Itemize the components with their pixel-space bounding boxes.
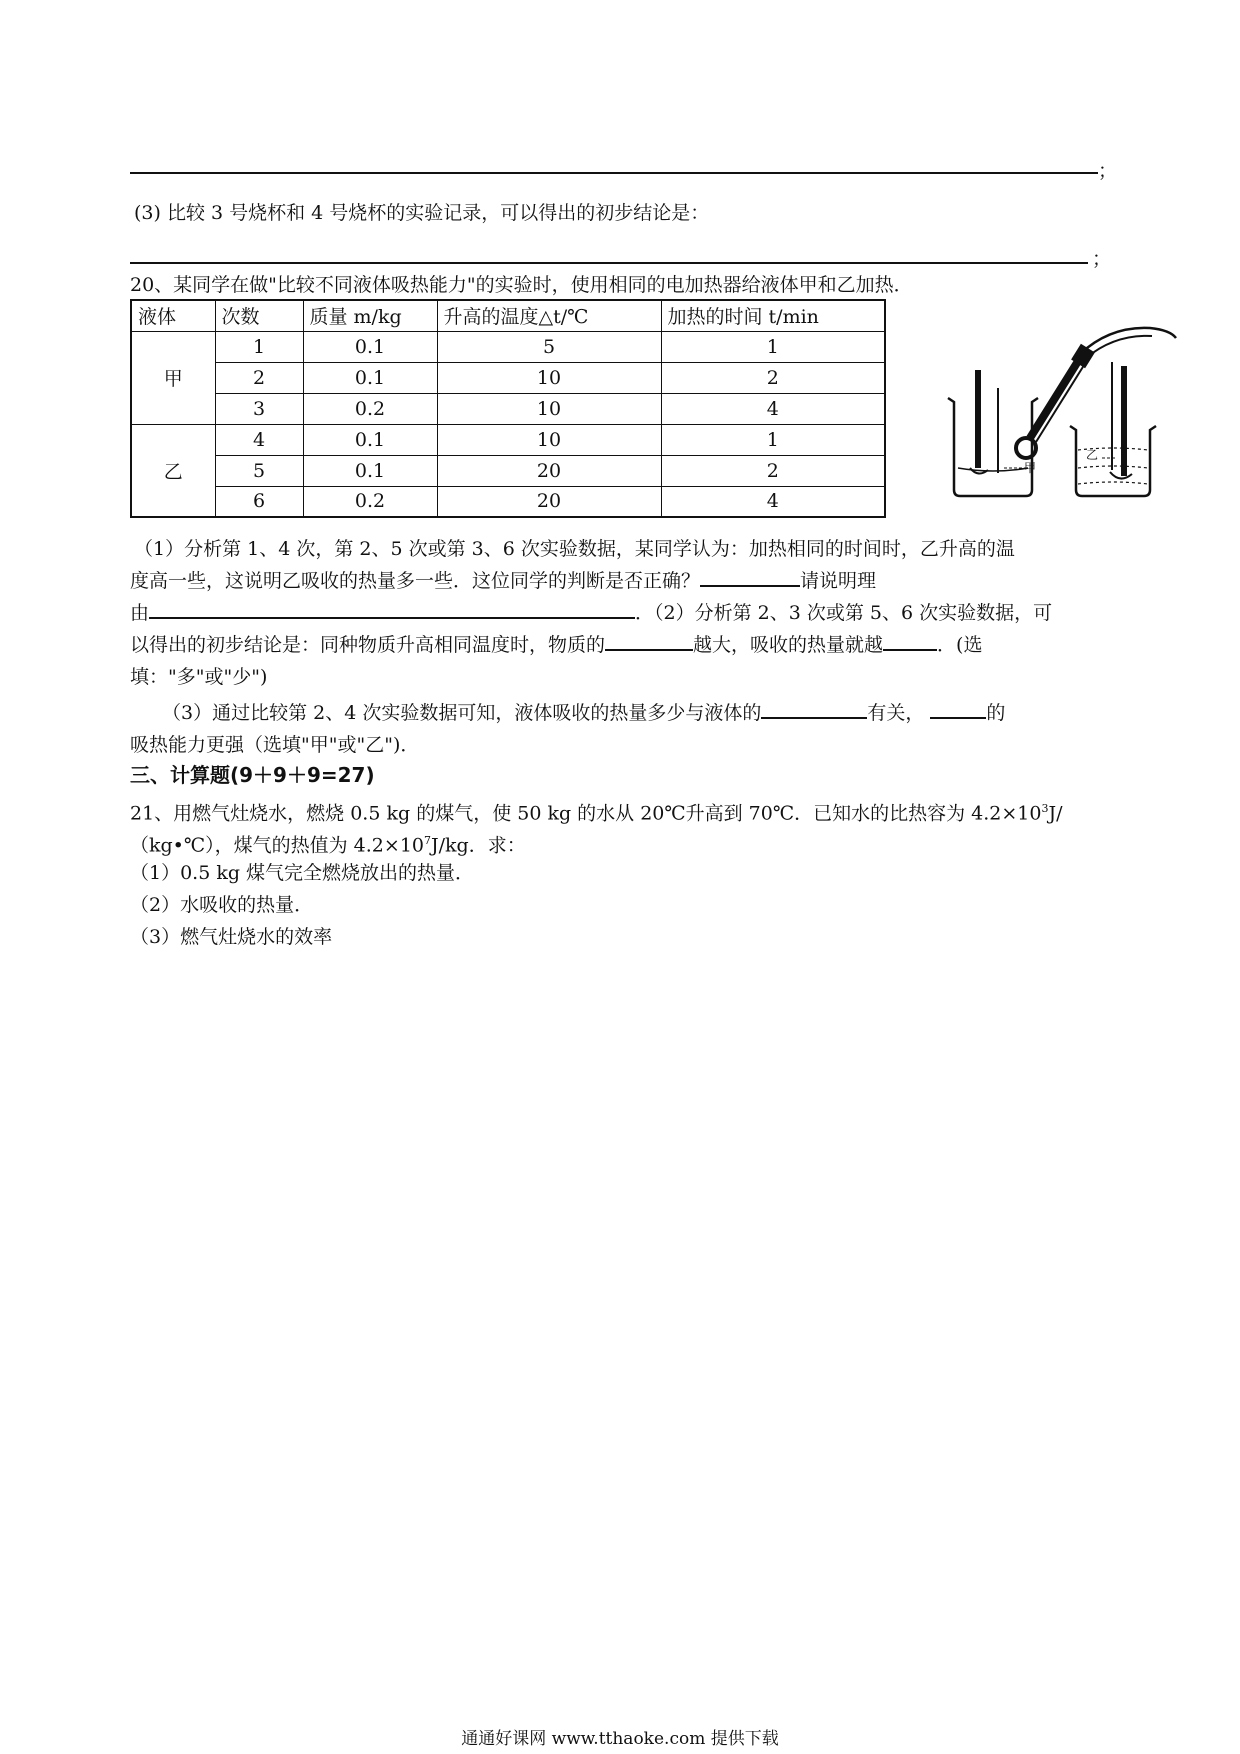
q21-line2 [130, 826, 526, 860]
table-cell: 1 [215, 331, 303, 362]
header-liquid: 液体 [131, 300, 215, 331]
header-mass: 质量 m/kg [303, 300, 437, 331]
liquid-cell-yi: 乙 [131, 424, 215, 517]
experiment-table [130, 299, 886, 518]
table-row [131, 455, 885, 486]
q20-p1-line3b: ．（2）分析第 2、3 次或第 5、6 次实验数据，可 [635, 602, 1053, 624]
q20-p3-line6b: 有关， [867, 702, 925, 724]
table-cell: 10 [437, 424, 661, 455]
figure-label-yi: 乙 [1086, 448, 1099, 462]
table-cell: 4 [661, 486, 885, 517]
table-cell: 2 [661, 362, 885, 393]
table-cell: 10 [437, 362, 661, 393]
q20-p2-line4b: 越大，吸收的热量就越 [693, 634, 884, 656]
table-cell: 4 [215, 424, 303, 455]
table-row [131, 486, 885, 517]
table-cell: 2 [215, 362, 303, 393]
table-cell: 0.2 [303, 393, 437, 424]
table-cell: 6 [215, 486, 303, 517]
q21-line2a: （kg•℃），煤气的热值为 4.2×10 [130, 834, 424, 857]
q20-p3-line7: 吸热能力更强（选填"甲"或"乙")． [130, 734, 420, 756]
table-row [131, 362, 885, 393]
page-footer: 通通好课网 www.tthaoke.com 提供下载 [461, 1729, 779, 1749]
q20-p1-line3 [130, 598, 1052, 628]
table-header-row [131, 300, 885, 331]
answer-blank-correct[interactable] [700, 567, 800, 587]
q21-line1-sup: 3 [1041, 802, 1049, 815]
table-cell: 2 [661, 455, 885, 486]
table-cell: 0.2 [303, 486, 437, 517]
table-cell: 0.1 [303, 362, 437, 393]
q20-p3-line6c: 的 [986, 702, 1006, 724]
table-row [131, 331, 885, 362]
table-cell: 1 [661, 424, 885, 455]
q19-part3: (3) 比较 3 号烧杯和 4 号烧杯的实验记录，可以得出的初步结论是： [134, 202, 710, 224]
answer-blank-factor[interactable] [761, 699, 867, 719]
q20-p3-line6a: （3）通过比较第 2、4 次实验数据可知，液体吸收的热量多少与液体的 [162, 702, 762, 724]
q20-p1-line3a: 由 [130, 602, 150, 624]
q20-p2-line4 [130, 630, 982, 660]
table-cell: 5 [437, 331, 661, 362]
answer-line-1 [130, 172, 1098, 174]
liquid-cell-jia: 甲 [131, 331, 215, 424]
q21-line1a: 21、用燃气灶烧水，燃烧 0.5 kg 的煤气，使 50 kg 的水从 20℃升高到 70℃．已知水的比热容为 4.2×10 [130, 802, 1042, 825]
q20-p2-line5: 填："多"或"少") [130, 666, 268, 688]
q21-line2b: J/kg．求： [431, 834, 526, 857]
header-heating-time: 加热的时间 t/min [661, 300, 885, 331]
figure-label-jia: 甲 [1024, 461, 1037, 475]
semicolon-2: ； [1092, 248, 1112, 270]
q21-line1 [130, 794, 1063, 828]
table-cell: 1 [661, 331, 885, 362]
q20-p1-line2 [130, 566, 876, 596]
q20-p1-line1: （1）分析第 1、4 次，第 2、5 次或第 3、6 次实验数据，某同学认为：加热相同的时间时，乙升高的温 [134, 538, 1015, 560]
q20-intro: 20、某同学在做"比较不同液体吸热能力"的实验时，使用相同的电加热器给液体甲和乙加热． [130, 274, 913, 296]
q20-p3-line6 [162, 698, 1005, 728]
answer-blank-liquid[interactable] [930, 699, 986, 719]
header-trial: 次数 [215, 300, 303, 331]
table-cell: 0.1 [303, 455, 437, 486]
table-cell: 20 [437, 486, 661, 517]
q21-item2: （2）水吸收的热量． [130, 894, 314, 916]
table-cell: 4 [661, 393, 885, 424]
q20-p1-line2a: 度高一些，这说明乙吸收的热量多一些．这位同学的判断是否正确？ [130, 570, 701, 592]
q20-p1-line2b: 请说明理 [800, 570, 877, 592]
answer-blank-property[interactable] [605, 631, 693, 651]
answer-blank-more-less[interactable] [883, 631, 937, 651]
table-cell: 10 [437, 393, 661, 424]
answer-line-2 [130, 262, 1088, 264]
table-row [131, 393, 885, 424]
table-cell: 20 [437, 455, 661, 486]
apparatus-figure [940, 318, 1180, 518]
section-title: 三、计算题(9＋9＋9=27) [130, 763, 375, 787]
table-row [131, 424, 885, 455]
table-cell: 3 [215, 393, 303, 424]
semicolon-1: ； [1098, 160, 1118, 182]
q20-p2-line4a: 以得出的初步结论是：同种物质升高相同温度时，物质的 [130, 634, 606, 656]
q20-p2-line4c: ．(选 [937, 634, 983, 656]
q21-line1b: J/ [1048, 802, 1063, 825]
q21-item3: （3）燃气灶烧水的效率 [130, 926, 333, 948]
q21-item1: （1）0.5 kg 煤气完全燃烧放出的热量． [130, 862, 475, 884]
q21-line2-sup: 7 [424, 834, 431, 847]
answer-blank-reason[interactable] [149, 599, 635, 619]
table-cell: 0.1 [303, 424, 437, 455]
table-cell: 0.1 [303, 331, 437, 362]
table-cell: 5 [215, 455, 303, 486]
header-temp-rise: 升高的温度△t/℃ [437, 300, 661, 331]
